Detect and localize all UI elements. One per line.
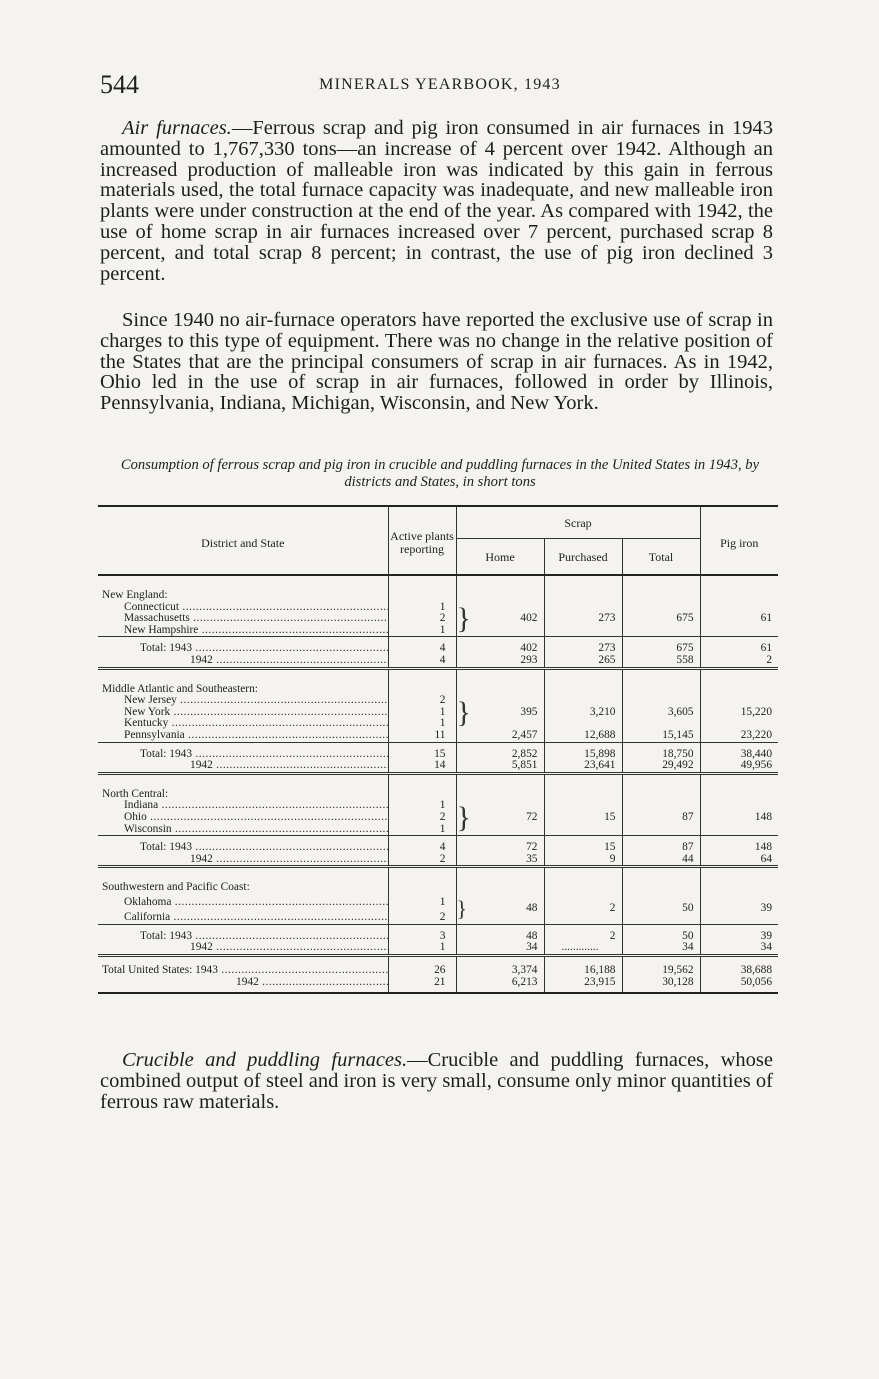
- header-scrap: Scrap: [456, 506, 700, 539]
- pig-cell: 61: [760, 612, 773, 625]
- plants-cell: 2: [388, 695, 456, 707]
- purchased-cell: 16,188: [544, 956, 622, 977]
- total-row: [98, 836, 778, 854]
- table-caption: Consumption of ferrous scrap and pig iron in crucible and puddling furnaces in the United States in 1943, by districts and States, in short tons: [120, 457, 760, 490]
- paragraph-text: —Crucible and puddling furnaces, whose combined output of steel and iron is very small, consume only minor quantities of ferrous raw materials.: [100, 1049, 773, 1113]
- pig-cell: 34: [760, 941, 773, 954]
- paragraph-since-1940: [100, 310, 773, 414]
- total-cell: 50: [622, 924, 700, 942]
- total-label: Total United States: 1943 .....: [102, 965, 388, 977]
- header-home: Home: [456, 539, 544, 576]
- state-name: Pennsylvania .....: [124, 730, 388, 742]
- home-cell: 5,851: [466, 760, 544, 773]
- plants-cell: 1: [388, 625, 456, 637]
- total-row: [98, 942, 778, 955]
- total-cell: 3,605: [622, 695, 700, 730]
- state-name: Wisconsin .....: [124, 824, 388, 836]
- purchased-cell: 15,898: [544, 742, 622, 760]
- home-cell: 6,213: [466, 977, 544, 994]
- plants-cell: 4: [388, 655, 456, 668]
- total-row: [98, 655, 778, 668]
- home-cell: 35: [466, 854, 544, 867]
- plants-cell: 1: [388, 707, 456, 719]
- data-table-wrap: [98, 505, 778, 994]
- plants-cell: 4: [388, 836, 456, 854]
- total-cell: 50: [622, 894, 700, 925]
- total-row: [98, 924, 778, 942]
- page-header: [100, 70, 780, 102]
- pig-cell: 64: [760, 852, 773, 865]
- pig-cell: 50,056: [700, 977, 778, 994]
- header-purchased: Purchased: [544, 539, 622, 576]
- section-title: Middle Atlantic and Southeastern:: [98, 668, 388, 695]
- plants-cell: 1: [388, 942, 456, 955]
- purchased-cell: 9: [544, 854, 622, 867]
- section-title-row: [98, 773, 778, 800]
- paragraph-text: Since 1940 no air-furnace operators have reported the exclusive use of scrap in charges to this type of equipment. There was no change in the relative position of the States that are the principal consumers of scrap in air furnaces. As in 1942, Ohio led in the use of scrap in air furnaces, followed in order by Illinois, Pennsylvania, Indiana, Michigan, Wisconsin, and New York.: [100, 309, 773, 415]
- paragraph-lead: Crucible and puddling furnaces.: [122, 1049, 408, 1071]
- plants-cell: 11: [388, 730, 456, 742]
- brace-icon: }: [456, 800, 471, 834]
- total-row: [98, 742, 778, 760]
- purchased-cell: 23,641: [544, 760, 622, 773]
- pig-cell: 61: [700, 637, 778, 655]
- home-cell: 3,374: [466, 956, 544, 977]
- plants-cell: 1: [388, 602, 456, 614]
- total-cell: 30,128: [622, 977, 700, 994]
- paragraph-air-furnaces: [100, 118, 773, 284]
- total-row: [98, 637, 778, 655]
- home-cell: 48: [466, 894, 544, 925]
- header-plants: Active plants reporting: [388, 506, 456, 575]
- total-cell: 29,492: [622, 760, 700, 773]
- plants-cell: 2: [388, 909, 456, 925]
- total-row: [98, 854, 778, 867]
- running-title: MINERALS YEARBOOK, 1943: [319, 76, 561, 93]
- plants-cell: 14: [388, 760, 456, 773]
- total-label: Total: 1943 .....: [140, 931, 388, 943]
- purchased-cell: 15: [544, 800, 622, 835]
- home-cell: 2,457: [466, 730, 544, 742]
- home-cell: 402: [466, 637, 544, 655]
- plants-cell: 1: [388, 894, 456, 909]
- brace-icon: }: [456, 601, 471, 635]
- pig-cell: 38,688: [700, 956, 778, 977]
- total-row: [98, 977, 778, 994]
- purchased-cell: 265: [544, 655, 622, 668]
- total-cell: 34: [622, 942, 700, 955]
- pig-cell: 148: [700, 836, 778, 854]
- page-number: 544: [100, 70, 139, 99]
- purchased-cell: 2: [544, 894, 622, 925]
- purchased-cell: 15: [544, 836, 622, 854]
- header-pig-iron: Pig iron: [700, 506, 778, 575]
- table-row: [98, 894, 778, 909]
- pig-cell: 39: [760, 902, 773, 915]
- section-title: New England:: [102, 589, 168, 601]
- home-cell: 395: [466, 695, 544, 730]
- plants-cell: 2: [388, 812, 456, 824]
- section-title-row: [98, 575, 778, 602]
- total-label: Total: 1943 .....: [140, 749, 388, 761]
- purchased-cell: 273: [544, 602, 622, 637]
- table-row: [98, 695, 778, 707]
- state-name: New Jersey .....: [124, 695, 388, 707]
- total-row: [98, 956, 778, 977]
- plants-cell: 1: [388, 824, 456, 836]
- purchased-cell: 3,210: [544, 695, 622, 730]
- home-cell: 402: [466, 602, 544, 637]
- purchased-cell: .............: [544, 942, 622, 955]
- plants-cell: 21: [388, 977, 456, 994]
- plants-cell: 1: [388, 718, 456, 730]
- state-name: Connecticut .....: [124, 602, 388, 614]
- state-name: New York .....: [124, 707, 388, 719]
- brace-icon: }: [456, 895, 468, 921]
- total-label: 1942 .....: [236, 977, 388, 989]
- pig-cell: 15,220: [740, 705, 773, 718]
- state-name: Indiana .....: [124, 800, 388, 812]
- total-cell: 19,562: [622, 956, 700, 977]
- total-cell: 18,750: [622, 742, 700, 760]
- state-name: Ohio .....: [124, 812, 388, 824]
- purchased-cell: 23,915: [544, 977, 622, 994]
- table-row: [98, 602, 778, 614]
- pig-cell: 2: [766, 653, 773, 666]
- total-cell: 44: [622, 854, 700, 867]
- plants-cell: 2: [388, 854, 456, 867]
- plants-cell: 2: [388, 613, 456, 625]
- home-cell: 2,852: [466, 742, 544, 760]
- table-row: [98, 730, 778, 742]
- pig-cell: 38,440: [700, 742, 778, 760]
- plants-cell: 4: [388, 637, 456, 655]
- paragraph-lead: Air furnaces.: [122, 117, 232, 139]
- paragraph-crucible: [100, 1050, 773, 1112]
- plants-cell: 3: [388, 924, 456, 942]
- plants-cell: 1: [388, 800, 456, 812]
- section-title-row: [98, 668, 778, 695]
- total-label: 1942 .....: [190, 942, 388, 954]
- total-cell: 87: [622, 836, 700, 854]
- home-cell: 293: [466, 655, 544, 668]
- header-total: Total: [622, 539, 700, 576]
- header-district: District and State: [98, 506, 388, 575]
- section-title: North Central:: [98, 773, 388, 800]
- total-cell: 675: [622, 602, 700, 637]
- pig-cell: 49,956: [740, 759, 773, 772]
- purchased-cell: 273: [544, 637, 622, 655]
- pig-cell: 23,220: [740, 728, 773, 741]
- total-cell: 87: [622, 800, 700, 835]
- state-name: Kentucky .....: [124, 718, 388, 730]
- pig-cell: 148: [754, 810, 773, 823]
- total-cell: 15,145: [622, 730, 700, 742]
- plants-cell: 26: [388, 956, 456, 977]
- table-row: [98, 800, 778, 812]
- plants-cell: 15: [388, 742, 456, 760]
- purchased-cell: 2: [544, 924, 622, 942]
- state-name: Oklahoma .....: [124, 897, 388, 909]
- brace-icon: }: [456, 695, 471, 729]
- state-name: Massachusetts .....: [124, 613, 388, 625]
- section-title: Southwestern and Pacific Coast:: [98, 867, 388, 894]
- state-name: New Hampshire .....: [124, 625, 388, 637]
- total-label: 1942 .....: [190, 655, 388, 667]
- total-cell: 675: [622, 637, 700, 655]
- total-label: 1942 .....: [190, 760, 388, 772]
- consumption-table: [98, 505, 778, 994]
- total-row: [98, 760, 778, 773]
- purchased-cell: 12,688: [544, 730, 622, 742]
- home-cell: 72: [466, 800, 544, 835]
- total-label: Total: 1943 .....: [140, 842, 388, 854]
- paragraph-text: —Ferrous scrap and pig iron consumed in air furnaces in 1943 amounted to 1,767,330 tons—an increase of 4 percent over 1942. Although an increased production of malleable iron was indicated by this gain in ferrous materials used, the total furnace capacity was inadequate, and new malleable iron plants were under construction at the end of the year. As compared with 1942, the use of home scrap in air furnaces increased over 7 percent, purchased scrap 8 percent, and total scrap 8 percent; in contrast, the use of pig iron declined 3 percent.: [100, 117, 773, 285]
- total-label: Total: 1943 .....: [140, 643, 388, 655]
- total-cell: 558: [622, 655, 700, 668]
- pig-cell: 39: [700, 924, 778, 942]
- home-cell: 34: [466, 942, 544, 955]
- section-title-row: [98, 867, 778, 894]
- home-cell: 48: [466, 924, 544, 942]
- state-name: California .....: [124, 912, 388, 924]
- total-label: 1942 .....: [190, 854, 388, 866]
- home-cell: 72: [466, 836, 544, 854]
